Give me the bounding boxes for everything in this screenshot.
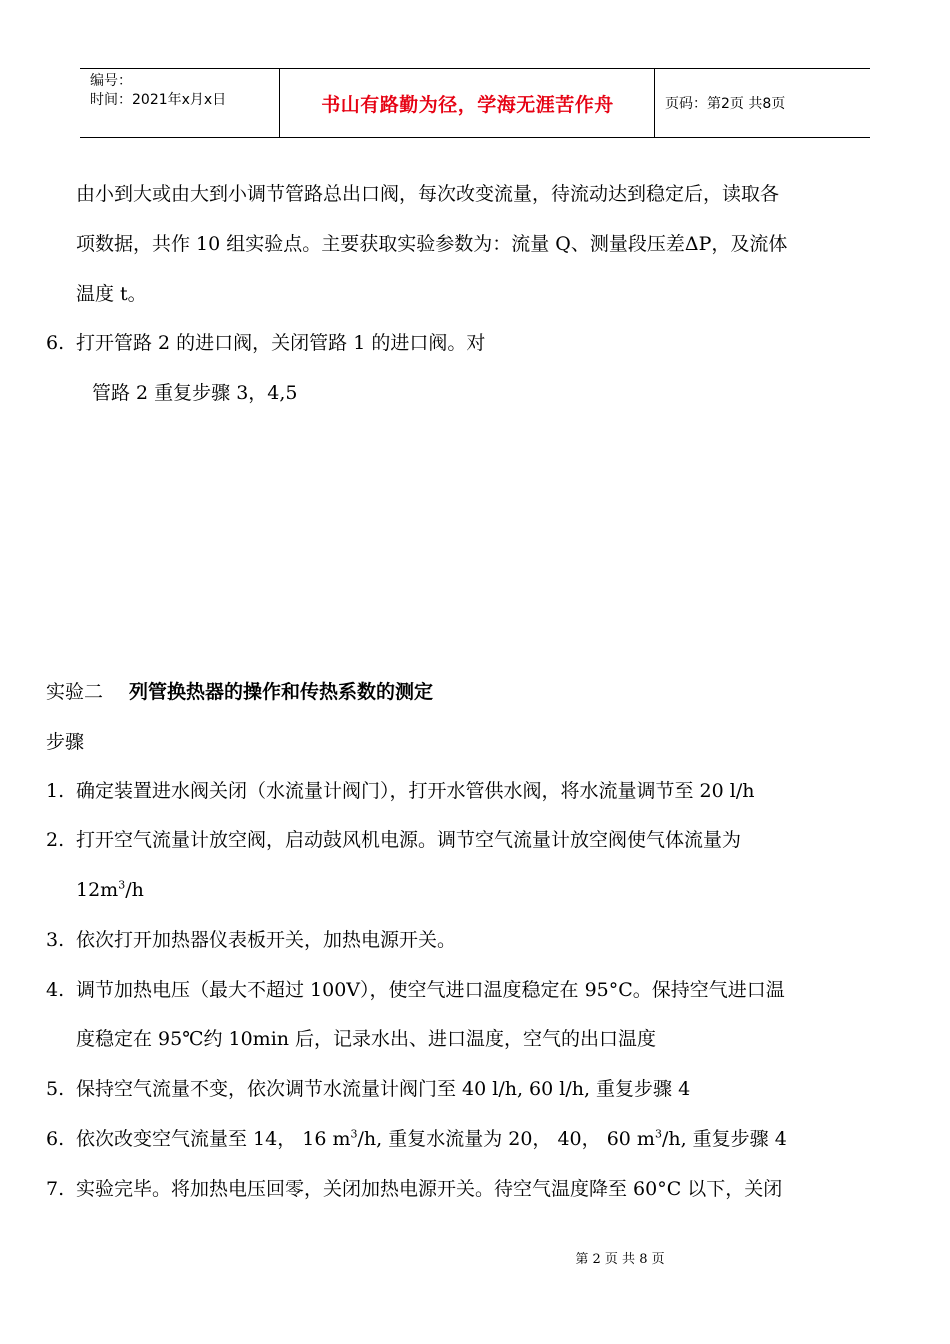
step-text: 度稳定在 95℃约 10min 后，记录水出、进口温度，空气的出口温度	[76, 1028, 657, 1050]
step-text: 打开管路 2 的进口阀，关闭管路 1 的进口阀。对	[76, 332, 486, 354]
step-number: 1.	[46, 780, 65, 802]
step-text: 调节加热电压（最大不超过 100V），使空气进口温度稳定在 95°C。保持空气进口温	[76, 979, 785, 1001]
superscript: 3	[118, 878, 126, 892]
text-part: /h, 重复步骤 4	[661, 1128, 787, 1150]
section-title: 列管换热器的操作和传热系数的测定	[129, 681, 434, 703]
step-text: 依次打开加热器仪表板开关，加热电源开关。	[76, 929, 457, 951]
text-part: 依次改变空气流量至 14， 16 m	[76, 1128, 351, 1150]
header-page-cell	[655, 69, 870, 137]
step-number: 6.	[46, 332, 65, 354]
step-text: 保持空气流量不变，依次调节水流量计阀门至 40 l/h, 60 l/h, 重复步骤 4	[76, 1078, 691, 1100]
text-part: 12m	[76, 879, 119, 901]
step-text: 管路 2 重复步骤 3，4,5	[92, 382, 298, 404]
step-text: 确定装置进水阀关闭（水流量计阀门），打开水管供水阀，将水流量调节至 20 l/h	[76, 780, 755, 802]
superscript: 3	[350, 1127, 358, 1141]
steps-heading: 步骤	[46, 731, 85, 753]
footer-page-number: 第 2 页 共 8 页	[575, 1252, 665, 1267]
section-heading	[46, 680, 433, 704]
code-label: 编号：	[90, 73, 132, 89]
step-number: 6.	[46, 1128, 65, 1150]
time-label: 时间：2021年x月x日	[90, 92, 227, 108]
step-number: 2.	[46, 829, 65, 851]
page-info: 页码：第2页 共8页	[665, 96, 786, 112]
paragraph-line: 温度 t。	[76, 283, 147, 305]
step-number: 4.	[46, 979, 65, 1001]
paragraph-line: 项数据，共作 10 组实验点。主要获取实验参数为：流量 Q、测量段压差ΔP，及流体	[76, 233, 788, 255]
step-number: 3.	[46, 929, 65, 951]
motto: 书山有路勤为径，学海无涯苦作舟	[321, 93, 614, 116]
text-part: /h, 重复水流量为 20， 40， 60 m	[357, 1128, 655, 1150]
step-text: 打开空气流量计放空阀，启动鼓风机电源。调节空气流量计放空阀使气体流量为	[76, 829, 742, 851]
step-text	[76, 1127, 787, 1151]
text-part: /h	[125, 879, 144, 901]
header-meta-cell	[80, 69, 280, 137]
page-header	[80, 68, 870, 138]
paragraph-line: 由小到大或由大到小调节管路总出口阀，每次改变流量，待流动达到稳定后，读取各	[76, 183, 780, 205]
step-number: 5.	[46, 1078, 65, 1100]
page-footer	[0, 1248, 950, 1267]
step-number: 7.	[46, 1178, 65, 1200]
superscript: 3	[654, 1127, 662, 1141]
step-text	[76, 878, 144, 902]
section-label: 实验二	[46, 681, 104, 703]
step-text: 实验完毕。将加热电压回零，关闭加热电源开关。待空气温度降至 60°C 以下，关闭	[76, 1178, 783, 1200]
header-motto-cell	[281, 69, 655, 137]
